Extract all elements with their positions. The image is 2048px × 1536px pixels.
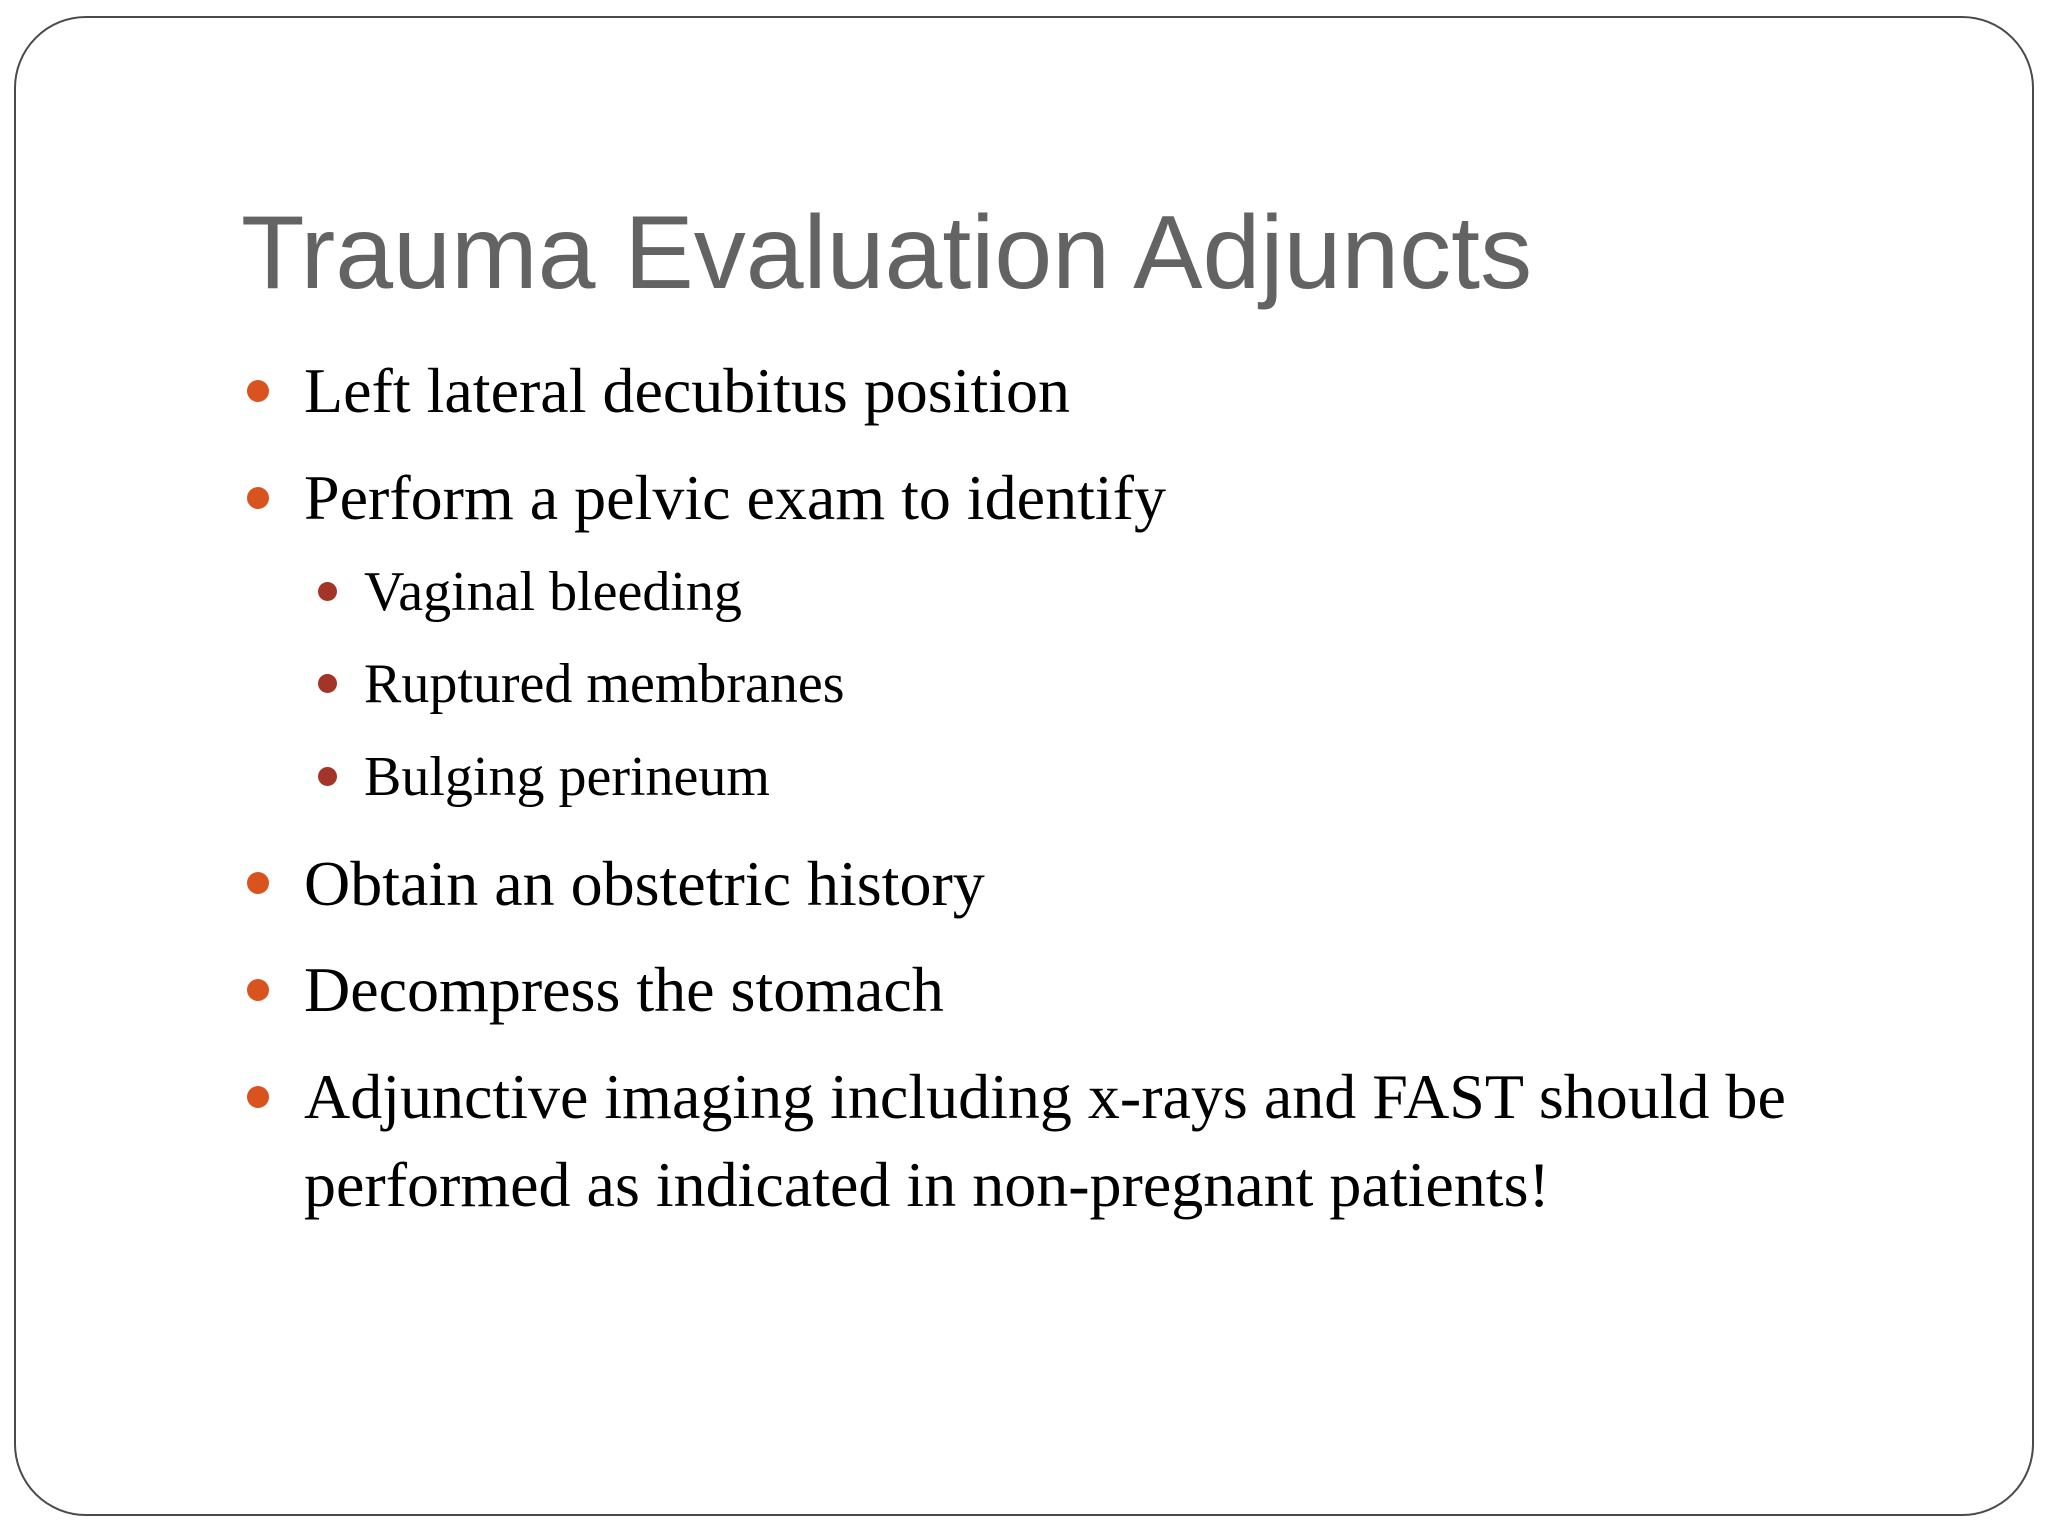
slide-frame <box>14 16 2034 1516</box>
bullet-dot <box>247 872 269 894</box>
bullet-item: Obtain an obstetric history <box>304 848 985 919</box>
sub-bullet-item: Vaginal bleeding <box>364 561 742 623</box>
bullet-dot <box>247 380 269 402</box>
sub-bullet-item: Bulging perineum <box>364 746 770 808</box>
bullet-list <box>16 18 2032 1514</box>
sub-bullet-dot <box>318 674 337 693</box>
bullet-item: Perform a pelvic exam to identify <box>304 462 1166 533</box>
bullet-item: Adjunctive imaging including x-rays and FAST should be <box>304 1061 1786 1132</box>
bullet-item: Left lateral decubitus position <box>304 355 1070 426</box>
sub-bullet-item: Ruptured membranes <box>364 653 845 715</box>
bullet-dot <box>247 1086 269 1108</box>
sub-bullet-dot <box>318 767 337 786</box>
bullet-item-continuation: performed as indicated in non-pregnant patients! <box>304 1149 1550 1220</box>
sub-bullet-dot <box>318 582 337 601</box>
bullet-dot <box>247 979 269 1001</box>
bullet-dot <box>247 487 269 509</box>
slide-title: Trauma Evaluation Adjuncts <box>241 195 1533 311</box>
bullet-item: Decompress the stomach <box>304 954 944 1025</box>
